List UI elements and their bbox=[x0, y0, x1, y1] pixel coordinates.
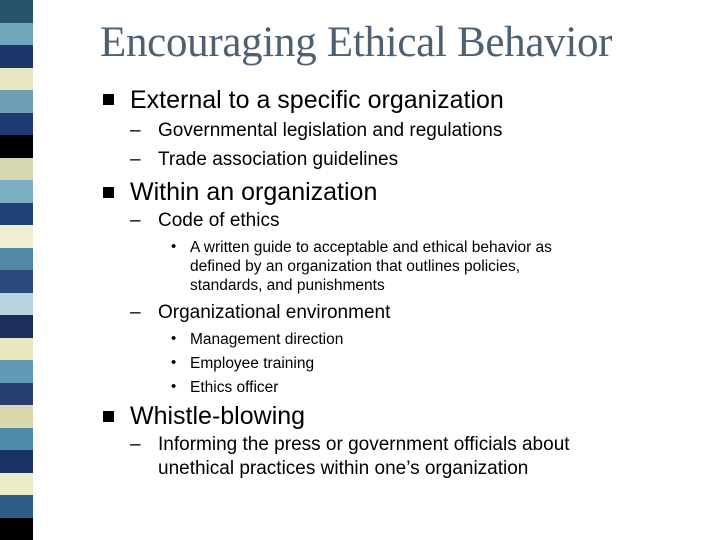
slide-title: Encouraging Ethical Behavior bbox=[100, 19, 613, 66]
sub-sub-bullet-training: Employee training bbox=[190, 355, 315, 372]
bullet-within: Within an organization bbox=[130, 178, 378, 206]
stripe-segment bbox=[0, 68, 33, 91]
stripe-segment bbox=[0, 473, 33, 496]
stripe-segment bbox=[0, 315, 33, 338]
stripe-segment bbox=[0, 338, 33, 361]
dash-marker: – bbox=[130, 120, 141, 141]
decorative-stripe bbox=[0, 0, 33, 540]
stripe-segment bbox=[0, 270, 33, 293]
stripe-segment bbox=[0, 383, 33, 406]
stripe-segment bbox=[0, 203, 33, 226]
dot-marker: • bbox=[171, 378, 177, 395]
stripe-segment bbox=[0, 0, 33, 23]
stripe-segment bbox=[0, 293, 33, 316]
sub-bullet-governmental: Governmental legislation and regulations bbox=[158, 120, 503, 141]
sub-bullet-informing-line-1: Informing the press or government officials about bbox=[158, 434, 570, 455]
sub-bullet-code-of-ethics: Code of ethics bbox=[158, 210, 280, 231]
stripe-segment bbox=[0, 23, 33, 46]
bullet-square-icon bbox=[103, 411, 114, 422]
sub-bullet-trade: Trade association guidelines bbox=[158, 149, 399, 170]
sub-sub-bullet-ethics-officer: Ethics officer bbox=[190, 379, 279, 396]
bullet-whistle-blowing: Whistle-blowing bbox=[130, 402, 306, 430]
sub-sub-bullet-written-guide-line-3: standards, and punishments bbox=[190, 277, 385, 294]
dash-marker: – bbox=[130, 302, 141, 323]
stripe-segment bbox=[0, 518, 33, 540]
bullet-square-icon bbox=[103, 94, 114, 105]
dot-marker: • bbox=[171, 238, 177, 255]
sub-bullet-informing-line-2: unethical practices within one’s organization bbox=[158, 458, 529, 479]
bullet-external: External to a specific organization bbox=[130, 86, 504, 114]
sub-sub-bullet-written-guide-line-2: defined by an organization that outlines policies, bbox=[190, 258, 521, 275]
stripe-segment bbox=[0, 158, 33, 181]
stripe-segment bbox=[0, 450, 33, 473]
sub-sub-bullet-management: Management direction bbox=[190, 331, 344, 348]
stripe-segment bbox=[0, 360, 33, 383]
dot-marker: • bbox=[171, 330, 177, 347]
stripe-segment bbox=[0, 405, 33, 428]
stripe-segment bbox=[0, 45, 33, 68]
sub-sub-bullet-written-guide-line-1: A written guide to acceptable and ethical behavior as bbox=[190, 239, 552, 256]
stripe-segment bbox=[0, 428, 33, 451]
dash-marker: – bbox=[130, 210, 141, 231]
sub-bullet-org-environment: Organizational environment bbox=[158, 302, 391, 323]
dash-marker: – bbox=[130, 149, 141, 170]
stripe-segment bbox=[0, 225, 33, 248]
dot-marker: • bbox=[171, 354, 177, 371]
stripe-segment bbox=[0, 495, 33, 518]
dash-marker: – bbox=[130, 434, 141, 455]
stripe-segment bbox=[0, 90, 33, 113]
bullet-square-icon bbox=[103, 187, 114, 198]
stripe-segment bbox=[0, 180, 33, 203]
stripe-segment bbox=[0, 248, 33, 271]
stripe-segment bbox=[0, 113, 33, 136]
stripe-segment bbox=[0, 135, 33, 158]
